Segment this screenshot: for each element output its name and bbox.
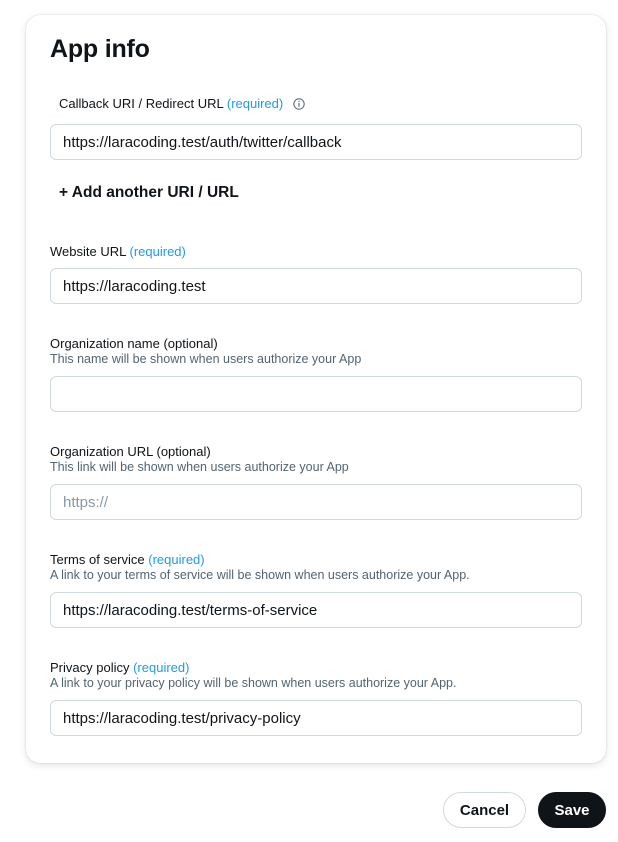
terms-description: A link to your terms of service will be shown when users authorize your App. <box>50 568 470 582</box>
privacy-label-text: Privacy policy <box>50 660 130 675</box>
info-icon[interactable] <box>293 98 305 110</box>
terms-required-tag: (required) <box>148 552 205 567</box>
cancel-button[interactable]: Cancel <box>443 792 526 828</box>
website-url-input[interactable] <box>50 268 582 304</box>
save-button[interactable]: Save <box>538 792 606 828</box>
org-url-optional-tag: (optional) <box>156 444 211 459</box>
privacy-label <box>50 660 189 675</box>
org-name-label-text: Organization name <box>50 336 160 351</box>
add-another-url-button[interactable]: + Add another URI / URL <box>59 184 239 201</box>
org-name-label <box>50 336 218 351</box>
terms-label-text: Terms of service <box>50 552 145 567</box>
org-url-input[interactable] <box>50 484 582 520</box>
org-url-label-text: Organization URL <box>50 444 153 459</box>
callback-required-tag: (required) <box>226 96 284 111</box>
privacy-description: A link to your privacy policy will be shown when users authorize your App. <box>50 676 457 690</box>
app-info-card <box>26 15 606 763</box>
org-url-description: This link will be shown when users authorize your App <box>50 460 349 474</box>
org-name-input[interactable] <box>50 376 582 412</box>
org-name-description: This name will be shown when users authorize your App <box>50 352 362 366</box>
website-label-text: Website URL <box>50 244 126 259</box>
callback-label <box>59 96 305 111</box>
privacy-url-input[interactable] <box>50 700 582 736</box>
callback-url-input[interactable] <box>50 124 582 160</box>
org-name-optional-tag: (optional) <box>163 336 218 351</box>
website-label <box>50 244 186 259</box>
callback-label-text: Callback URI / Redirect URL <box>59 96 224 111</box>
terms-url-input[interactable] <box>50 592 582 628</box>
terms-label <box>50 552 205 567</box>
privacy-required-tag: (required) <box>133 660 190 675</box>
page-title: App info <box>50 35 150 63</box>
org-url-label <box>50 444 211 459</box>
website-required-tag: (required) <box>129 244 186 259</box>
